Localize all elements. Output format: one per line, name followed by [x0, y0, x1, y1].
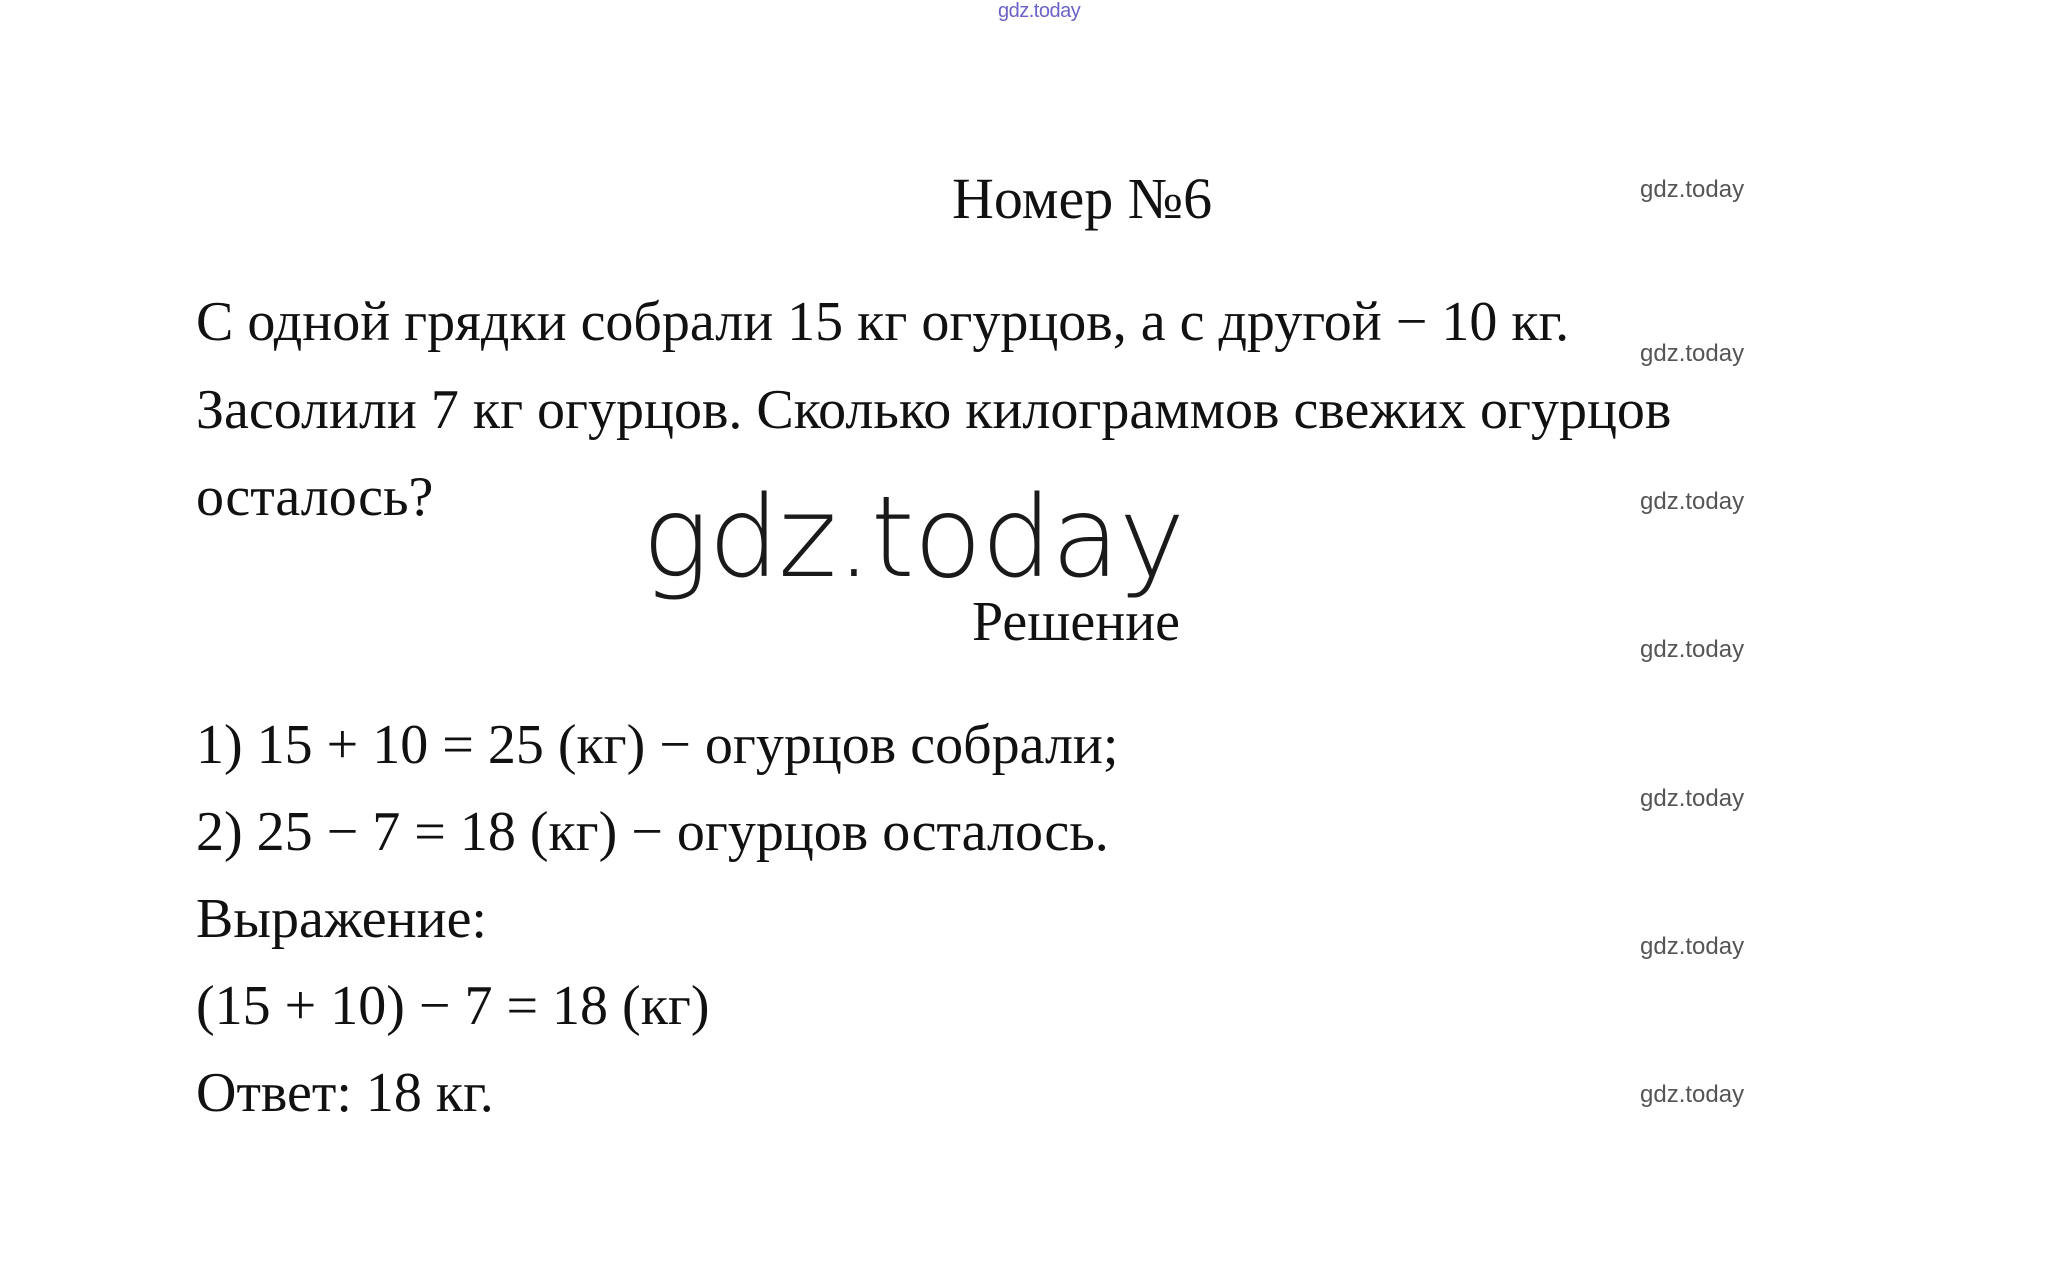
- solution-heading: Решение: [972, 591, 1181, 653]
- page-title: Номер №6: [952, 166, 1213, 231]
- large-watermark: gdz.today: [642, 473, 1185, 603]
- side-watermark: gdz.today: [1640, 636, 1745, 663]
- side-watermark: gdz.today: [1640, 1081, 1745, 1108]
- side-watermark: gdz.today: [1640, 488, 1745, 515]
- expression-label: Выражение:: [196, 888, 487, 950]
- problem-line: осталось?: [196, 466, 434, 528]
- problem-line: Засолили 7 кг огурцов. Сколько килограммов свежих огурцов: [196, 379, 1672, 441]
- side-watermark: gdz.today: [1640, 933, 1745, 960]
- side-watermark: gdz.today: [1640, 785, 1745, 812]
- solution-line: 2) 25 − 7 = 18 (кг) − огурцов осталось.: [196, 801, 1109, 863]
- problem-line: С одной грядки собрали 15 кг огурцов, а с другой − 10 кг.: [196, 291, 1570, 353]
- side-watermark: gdz.today: [1640, 176, 1745, 203]
- top-watermark: gdz.today: [998, 0, 1081, 22]
- answer: Ответ: 18 кг.: [196, 1062, 494, 1124]
- side-watermark: gdz.today: [1640, 340, 1745, 367]
- solution-line: 1) 15 + 10 = 25 (кг) − огурцов собрали;: [196, 714, 1119, 776]
- expression: (15 + 10) − 7 = 18 (кг): [196, 975, 710, 1037]
